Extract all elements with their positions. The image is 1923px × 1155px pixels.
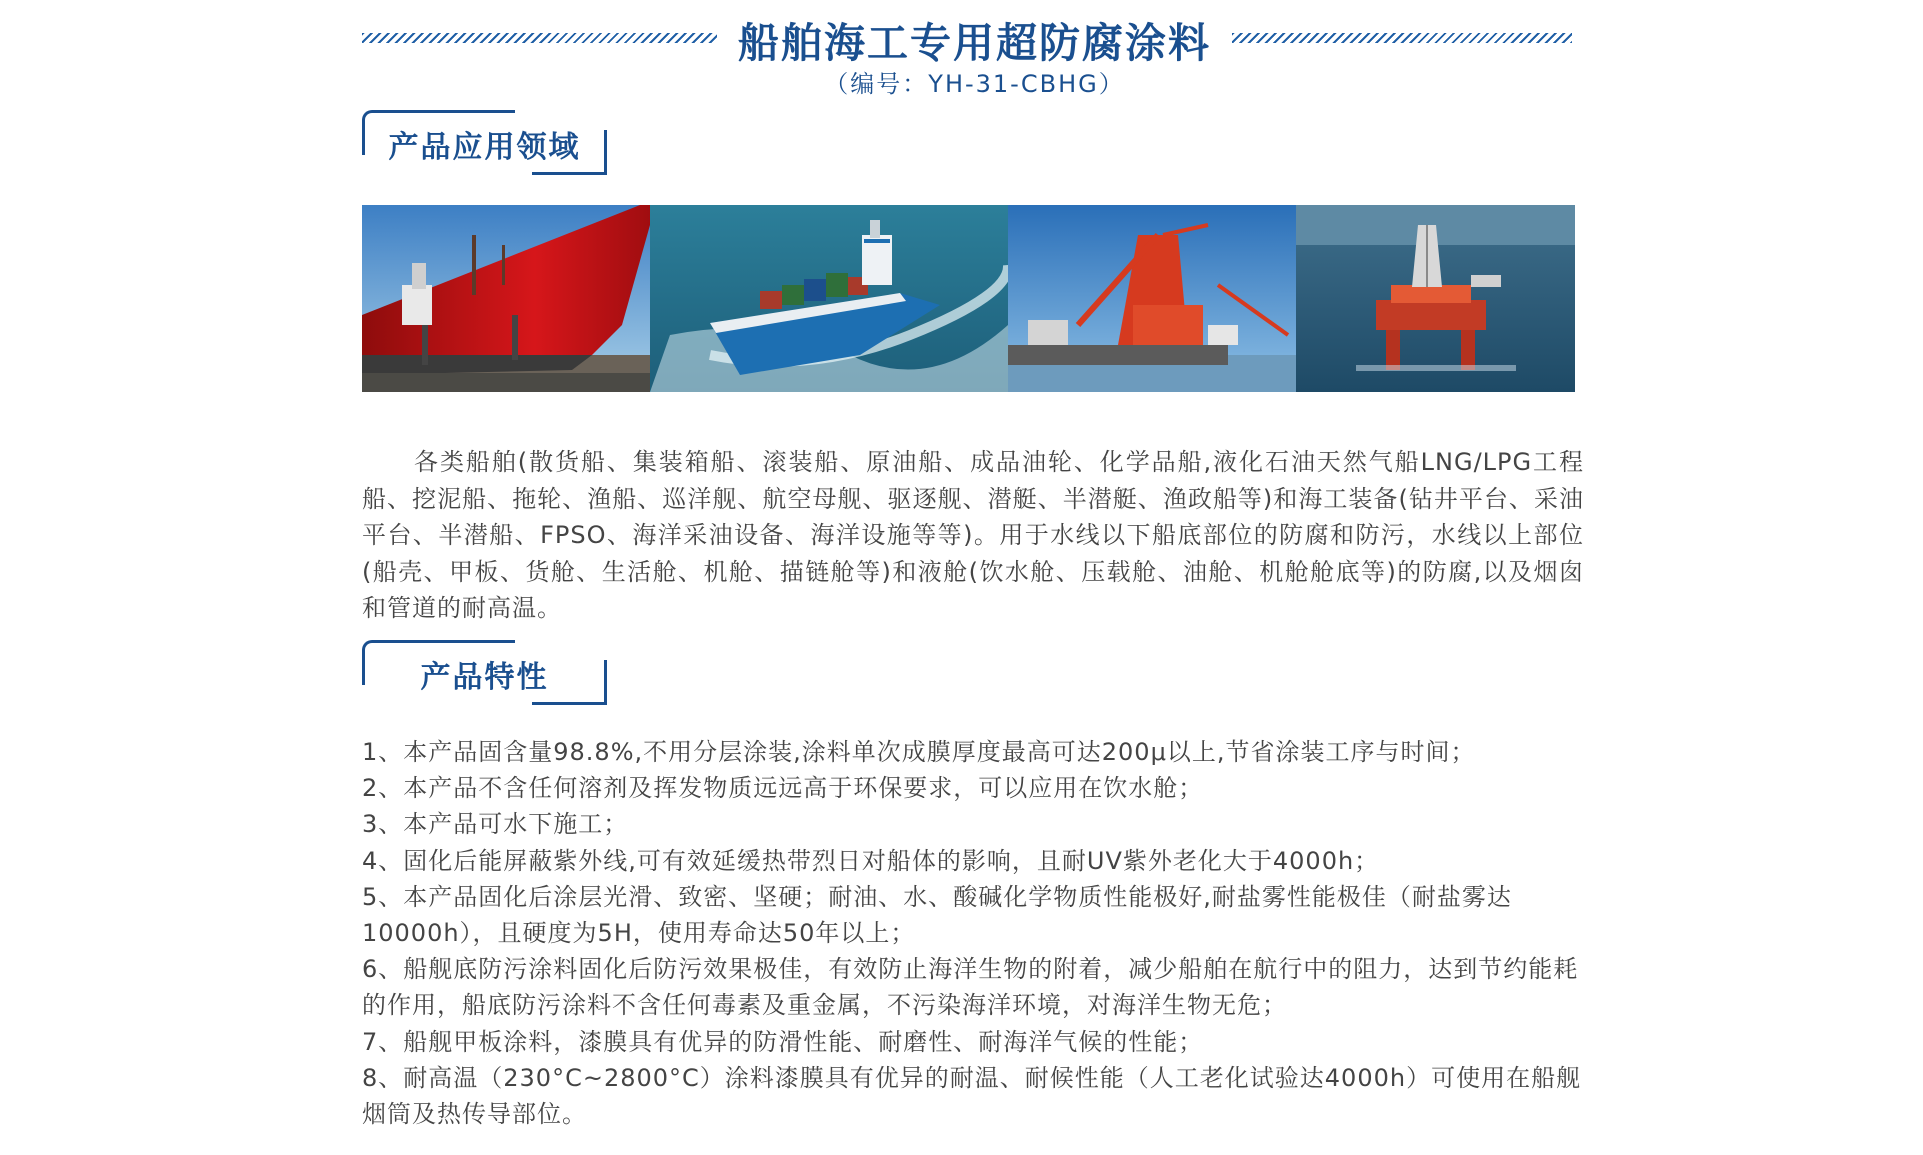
feature-item: 7、船舰甲板涂料，漆膜具有优异的防滑性能、耐磨性、耐海洋气候的性能； bbox=[362, 1027, 1204, 1056]
feature-item: 8、耐高温（230°C~2800°C）涂料漆膜具有优异的耐温、耐候性能（人工老化试验达4000h）可使用在船舰烟筒及热传导部位。 bbox=[362, 1063, 1582, 1129]
application-paragraph: 各类船舶(散货船、集装箱船、滚装船、原油船、成品油轮、化学品船,液化石油天然气船LNG/LPG工程船、挖泥船、拖轮、渔船、巡洋舰、航空母舰、驱逐舰、潜艇、半潜艇、渔政船等)和海工装备(钻井平台、采油平台、半潜船、FPSO、海洋采油设备、海洋设施等等)。用于水线以下船底部位的防腐和防污，水线以上部位(船壳、甲板、货舱、生活舱、机舱、描链舱等)和液舱(饮水舱、压载舱、油舱、机舱舱底等)的防腐,以及烟囱和管道的耐高温。 bbox=[362, 448, 1584, 622]
feature-item: 6、船舰底防污涂料固化后防污效果极佳，有效防止海洋生物的附着，减少船舶在航行中的阻力，达到节约能耗的作用，船底防污涂料不含任何毒素及重金属，不污染海洋环境，对海洋生物无危； bbox=[362, 955, 1579, 1020]
section-features-header bbox=[362, 640, 607, 705]
container-ship-photo bbox=[650, 205, 1008, 392]
features-list bbox=[362, 734, 1587, 1132]
header-decor-right bbox=[1232, 33, 1572, 43]
feature-item: 3、本产品可水下施工； bbox=[362, 810, 629, 839]
section-application-header bbox=[362, 110, 607, 175]
feature-item: 1、本产品固含量98.8%,不用分层涂装,涂料单次成膜厚度最高可达200μ以上,节省涂装工序与时间； bbox=[362, 738, 1476, 766]
crane-vessel-photo bbox=[1008, 205, 1296, 392]
application-photo-strip bbox=[362, 205, 1575, 392]
section-features-title: 产品特性 bbox=[420, 660, 549, 695]
feature-item: 2、本产品不含任何溶剂及挥发物质远远高于环保要求，可以应用在饮水舱； bbox=[362, 774, 1204, 803]
section-application-title: 产品应用领域 bbox=[388, 130, 581, 165]
header-decor-left bbox=[362, 33, 717, 43]
offshore-platform-photo bbox=[1296, 205, 1575, 392]
page-title: 船舶海工专用超防腐涂料 bbox=[738, 19, 1211, 67]
feature-item: 5、本产品固化后涂层光滑、致密、坚硬；耐油、水、酸碱化学物质性能极好,耐盐雾性能极佳（耐盐雾达10000h），且硬度为5H，使用寿命达50年以上； bbox=[362, 882, 1512, 948]
feature-item: 4、固化后能屏蔽紫外线,可有效延缓热带烈日对船体的影响，且耐UV紫外老化大于4000h； bbox=[362, 846, 1380, 875]
product-code: （编号：YH-31-CBHG） bbox=[824, 70, 1125, 98]
red-ship-hull-photo bbox=[362, 205, 650, 392]
